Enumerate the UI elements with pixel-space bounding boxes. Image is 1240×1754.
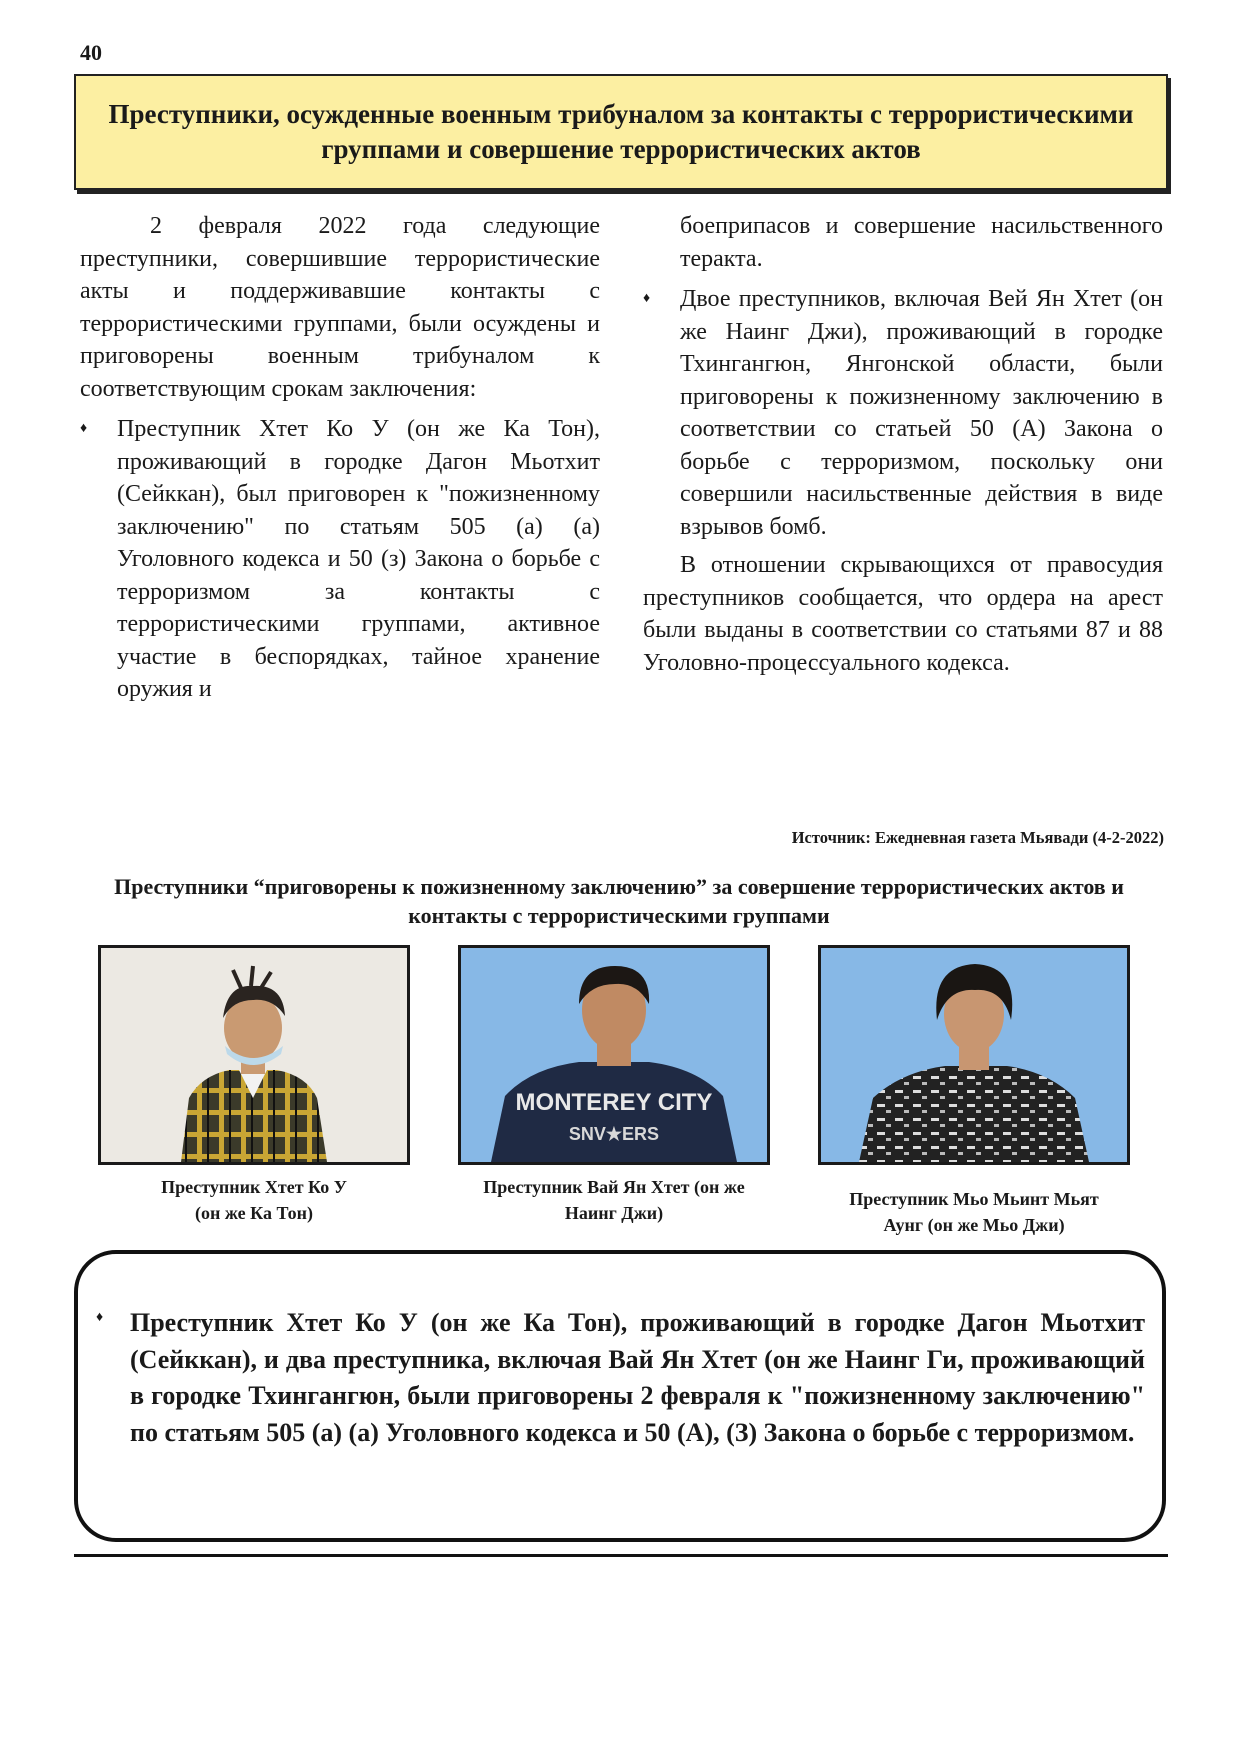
fugitives-paragraph: В отношении скрывающихся от правосудия преступников сообщается, что ордера на арест были выданы в соответствии со статьями 87 и 88 Уголовно-процессуального кодекса.	[643, 552, 1163, 676]
caption-photo-2	[444, 1174, 784, 1226]
caption-photo-3	[804, 1186, 1144, 1238]
left-column	[80, 210, 600, 706]
photo-myo-myint-myat-aung	[818, 945, 1130, 1165]
shirt-print-text: MONTEREY CITY	[515, 1089, 713, 1116]
photo-2-illustration	[461, 948, 767, 1162]
diamond-bullet-icon: ♦	[643, 291, 651, 306]
caption-2-line-2: Наинг Джи)	[564, 1203, 664, 1223]
summary-text: Преступник Хтет Ко У (он же Ка Тон), проживающий в городке Дагон Мьотхит (Сейккан), и два преступника, включая Вай Ян Хтет (он же Наинг Ги, проживающий в городке Тхингангюн, были приговорены 2 февраля к "пожизненному заключению" по статьям 505 (а) (а) Уголовного кодекса и 50 (А), (З) Закона о борьбе с терроризмом.	[130, 1308, 1145, 1447]
diamond-bullet-icon: ♦	[80, 421, 88, 436]
intro-paragraph: 2 февраля 2022 года следующие преступники, совершившие террористические акты и поддерживавшие контакты с террористическими группами, были осуждены и приговорены военным трибуналом к соответствующим срокам заключения:	[80, 213, 600, 402]
bullet-1-continued: боеприпасов и совершение насильственного теракта.	[680, 213, 1163, 272]
photos-heading: Преступники “приговорены к пожизненному заключению” за совершение террористических актов и контакты с террористическими группами	[114, 874, 1124, 928]
bullet-1-text: Преступник Хтет Ко У (он же Ка Тон), проживающий в городке Дагон Мьотхит (Сейккан), был приговорен к "пожизненному заключению" по статьям 505 (а) (а) Уголовного кодекса и 50 (з) Закона о борьбе с терроризмом за контакты с террористическими группами, активное участие в беспорядках, тайное хранение оружия и	[117, 416, 600, 702]
page-title: Преступники, осужденные военным трибуналом за контакты с террористическими группами и совершение террористических актов	[108, 99, 1134, 164]
photo-1-illustration	[101, 948, 407, 1162]
caption-3-line-2: Аунг (он же Мьо Джи)	[883, 1215, 1065, 1235]
right-column	[643, 210, 1163, 679]
caption-2-line-1: Преступник Вай Ян Хтет (он же	[483, 1177, 745, 1197]
photo-htet-ko-u	[98, 945, 410, 1165]
caption-photo-1	[84, 1174, 424, 1226]
title-box	[74, 74, 1168, 190]
caption-3-line-1: Преступник Мьо Мьинт Мьят	[849, 1189, 1099, 1209]
shirt-print-text-2: SNV★ERS	[568, 1124, 660, 1144]
photo-vai-yan-htet	[458, 945, 770, 1165]
bottom-rule	[74, 1554, 1168, 1557]
photo-3-illustration	[821, 948, 1127, 1162]
caption-1-line-1: Преступник Хтет Ко У	[161, 1177, 347, 1197]
caption-1-line-2: (он же Ка Тон)	[194, 1203, 314, 1223]
bullet-item-2	[643, 283, 1163, 543]
bullet-2-text: Двое преступников, включая Вей Ян Хтет (он же Наинг Джи), проживающий в городке Тхингангюн, Янгонской области, были приговорены к пожизненному заключению в соответствии со статьей 50 (А) Закона о борьбе с терроризмом, поскольку они совершили насильственные действия в виде взрывов бомб.	[680, 286, 1163, 540]
page-number: 40	[80, 40, 102, 65]
diamond-bullet-icon: ♦	[96, 1310, 104, 1325]
source-credit: Источник: Ежедневная газета Мьявади (4-2-2022)	[791, 828, 1164, 847]
bullet-item-1	[80, 413, 600, 706]
